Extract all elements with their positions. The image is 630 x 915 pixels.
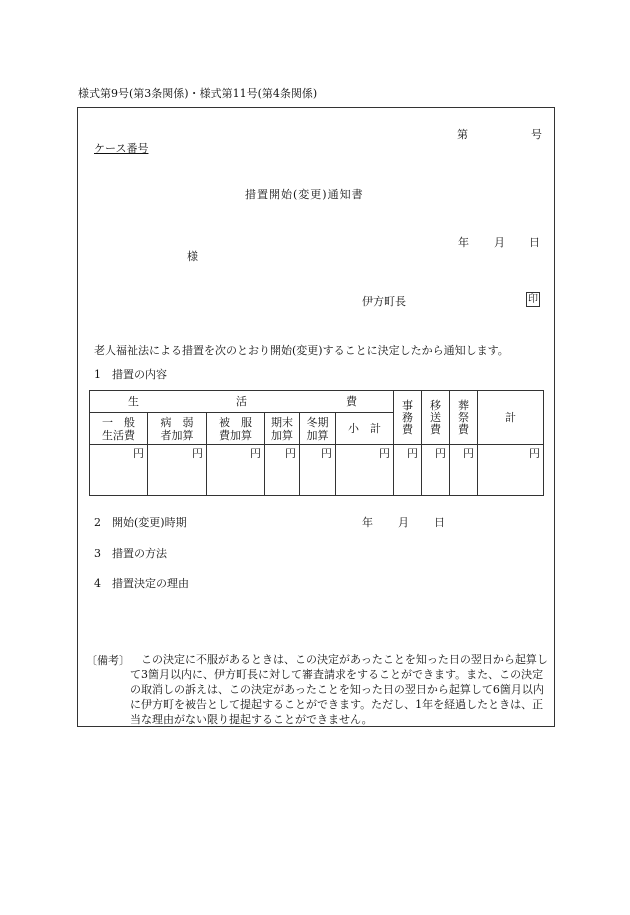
subheader-subtotal: 小 計 <box>336 413 394 445</box>
date-day-label: 日 <box>529 236 540 249</box>
subheader-winter-addition: 冬期 加算 <box>300 413 336 445</box>
section-3-heading: 3 措置の方法 <box>94 547 167 560</box>
cell-subtotal: 円 <box>336 445 394 496</box>
group-header-char-2: 活 <box>236 394 247 408</box>
col-header-sousaihi: 葬祭費 <box>450 391 478 445</box>
cell-jimuhi: 円 <box>394 445 422 496</box>
document-title: 措置開始(変更)通知書 <box>245 188 364 201</box>
living-cost-group-header <box>90 391 394 413</box>
col-header-isouhi: 移送費 <box>422 391 450 445</box>
subheader-general-living: 一 般 生活費 <box>90 413 148 445</box>
subheader-invalid-addition: 病 弱 者加算 <box>148 413 207 445</box>
start-month-label: 月 <box>398 516 409 529</box>
start-day-label: 日 <box>434 516 445 529</box>
number-suffix: 号 <box>531 128 542 141</box>
start-year-label: 年 <box>362 516 373 529</box>
cell-isouhi: 円 <box>422 445 450 496</box>
cell-total: 円 <box>478 445 544 496</box>
cost-table <box>89 390 544 496</box>
intro-text: 老人福祉法による措置を次のとおり開始(変更)することに決定したから通知します。 <box>94 344 509 357</box>
cell-general-living: 円 <box>90 445 148 496</box>
note-text: この決定に不服があるときは、この決定があったことを知った日の翌日から起算して3箇月以内に、伊方町長に対して審査請求をすることができます。また、この決定の取消しの訴えは、この決定があったことを知った日の翌日から起算して6箇月以内に伊方町を被告として提起することができます。ただし、1年を経過したときは、正当な理由がない限り提起することができません。 <box>130 653 548 726</box>
cell-sousaihi: 円 <box>450 445 478 496</box>
group-header-char-3: 費 <box>346 394 357 408</box>
date-month-label: 月 <box>494 236 505 249</box>
issuer-name: 伊方町長 <box>362 295 406 308</box>
subheader-clothing-addition: 被 服 費加算 <box>207 413 265 445</box>
addressee-suffix: 様 <box>187 250 198 263</box>
seal-box: 印 <box>528 294 538 305</box>
cell-invalid-addition: 円 <box>148 445 207 496</box>
number-prefix: 第 <box>457 128 468 141</box>
date-year-label: 年 <box>458 236 469 249</box>
subheader-yearend-addition: 期末 加算 <box>265 413 300 445</box>
note-label: 〔備考〕 <box>86 654 130 667</box>
cell-clothing-addition: 円 <box>207 445 265 496</box>
cell-winter-addition: 円 <box>300 445 336 496</box>
group-header-char-1: 生 <box>128 394 139 408</box>
section-4-heading: 4 措置決定の理由 <box>94 577 189 590</box>
section-2-heading: 2 開始(変更)時期 <box>94 516 187 529</box>
section-1-heading: 1 措置の内容 <box>94 368 167 381</box>
col-header-jimuhi: 事務費 <box>394 391 422 445</box>
form-header: 様式第9号(第3条関係)・様式第11号(第4条関係) <box>78 87 318 100</box>
col-header-total: 計 <box>478 391 544 445</box>
case-number-label: ケース番号 <box>94 142 149 155</box>
cell-yearend-addition: 円 <box>265 445 300 496</box>
